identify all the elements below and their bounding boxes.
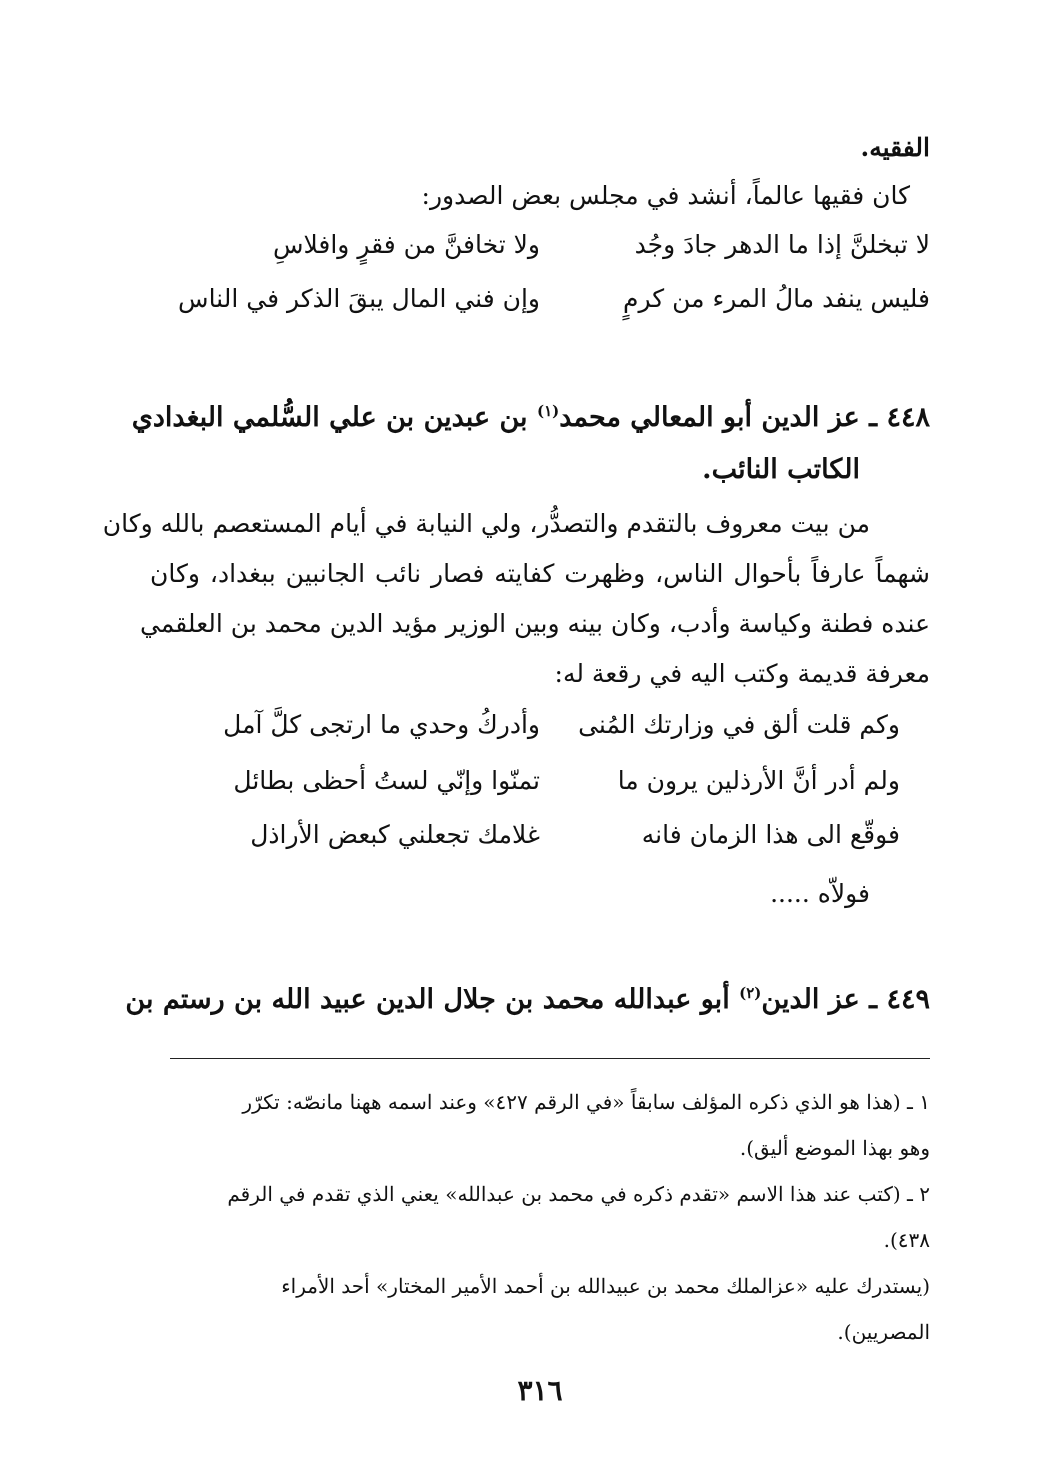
paragraph-line: عنده فطنة وكياسة وأدب، وكان بينه وبين الوزير مؤيد الدين محمد بن العلقمي xyxy=(140,609,930,638)
verse-first-hemistich: وكم قلت ألق في وزارتك المُنى xyxy=(578,710,900,739)
verse-second-hemistich: غلامك تجعلني كبعض الأراذل xyxy=(250,820,540,849)
verse-second-hemistich: وإن فني المال يبقَ الذكر في الناس xyxy=(178,284,540,313)
entry-title-part: بن عبدين بن علي السُّلمي البغدادي xyxy=(131,402,528,433)
paragraph-line: معرفة قديمة وكتب اليه في رقعة له: xyxy=(554,659,930,688)
intro-line-text: كان فقيها عالماً، أنشد في مجلس بعض الصدور: xyxy=(421,181,910,210)
paragraph-line: من بيت معروف بالتقدم والتصدُّر، ولي النيابة في أيام المستعصم بالله وكان xyxy=(102,509,870,538)
entry-title-part: ـ عز الدين xyxy=(761,984,878,1015)
intro-line-title: الفقيه. xyxy=(860,133,930,162)
poem2-verse-3 xyxy=(150,820,930,864)
poem1-verse-2 xyxy=(150,284,930,328)
footnote-separator xyxy=(170,1058,930,1059)
verse-second-hemistich: تمنّوا وإنّي لستُ أحظى بطائل xyxy=(233,766,540,795)
footnote-reference[interactable]: (١) xyxy=(536,402,560,420)
poem2-verse-2 xyxy=(150,766,930,810)
verse-first-hemistich: لا تبخلنَّ إذا ما الدهر جادَ وجُد xyxy=(634,230,930,259)
footnote-line: ١ ـ (هذا هو الذي ذكره المؤلف سابقاً «في الرقم ٤٢٧» وعند اسمه ههنا مانصّه: تكرّر xyxy=(242,1090,930,1114)
verse-second-hemistich: ولا تخافنَّ من فقرٍ وافلاسِ xyxy=(272,230,540,259)
entry-number: ٤٤٨ xyxy=(886,402,930,433)
paragraph-line: شهماً عارفاً بأحوال الناس، وظهرت كفايته فصار نائب الجانبين ببغداد، وكان xyxy=(150,559,930,588)
verse-second-hemistich: وأدركُ وحدي ما ارتجى كلَّ آمل xyxy=(223,710,540,739)
entry-449-heading xyxy=(125,978,930,1022)
poem2-verse-1 xyxy=(150,710,930,754)
entry-448-subtitle: الكاتب النائب. xyxy=(702,454,860,485)
entry-title-part: أبو عبدالله محمد بن جلال الدين عبيد الله بن رستم بن xyxy=(125,984,730,1015)
verse-first-hemistich: فوقّع الى هذا الزمان فانه xyxy=(641,820,900,849)
verse-first-hemistich: فليس ينفد مالُ المرء من كرمٍ xyxy=(623,284,930,313)
footnote-line: المصريين). xyxy=(837,1320,930,1344)
verse-first-hemistich: ولم أدر أنَّ الأرذلين يرون ما xyxy=(617,766,900,795)
poem2-tail: فولاّه ..... xyxy=(770,879,870,908)
entry-448-heading xyxy=(131,396,930,440)
footnote-line: ٤٣٨). xyxy=(883,1228,930,1252)
footnote-reference[interactable]: (٢) xyxy=(739,984,762,1002)
footnote-line: وهو بهذا الموضع أليق). xyxy=(739,1136,930,1160)
poem1-verse-1 xyxy=(150,230,930,274)
book-page xyxy=(102,118,930,1418)
entry-number: ٤٤٩ xyxy=(886,984,930,1015)
page-number: ٣١٦ xyxy=(517,1374,563,1407)
footnote-line: (يستدرك عليه «عزالملك محمد بن عبيدالله بن أحمد الأمير المختار» أحد الأمراء xyxy=(281,1274,930,1298)
entry-title-part: ـ عز الدين أبو المعالي محمد xyxy=(559,402,878,433)
footnote-line: ٢ ـ (كتب عند هذا الاسم «تقدم ذكره في محمد بن عبدالله» يعني الذي تقدم في الرقم xyxy=(227,1182,930,1206)
